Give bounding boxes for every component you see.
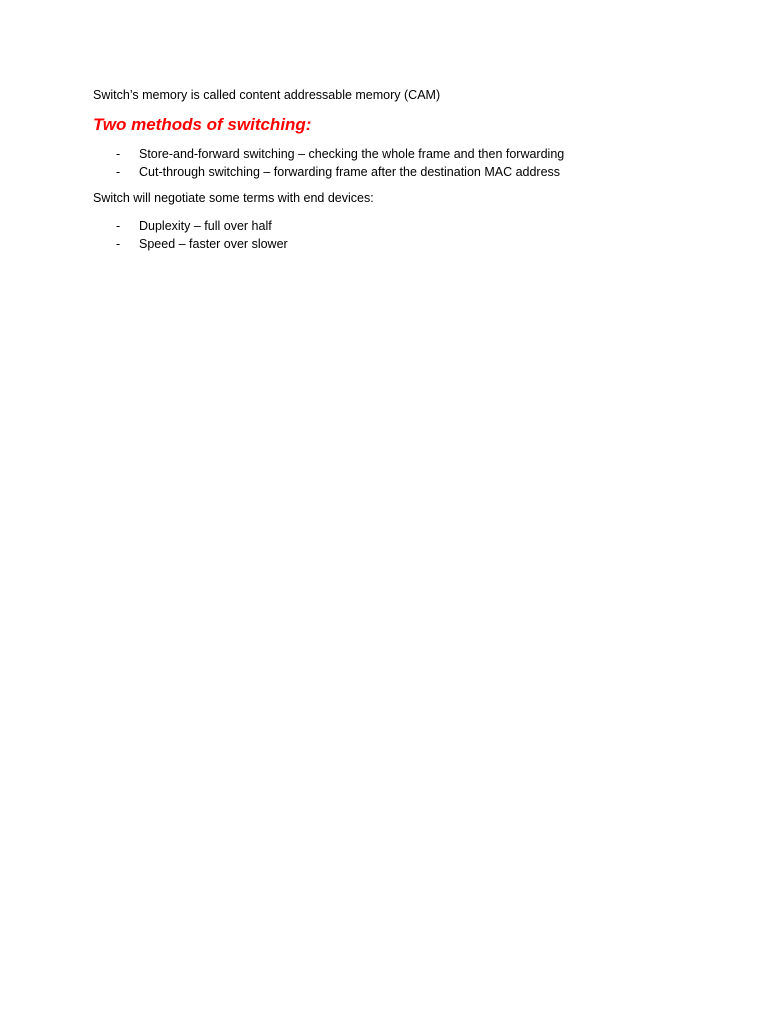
list-item-text: Speed – faster over slower	[139, 237, 288, 251]
dash-bullet-icon: -	[116, 147, 121, 161]
dash-bullet-icon: -	[116, 237, 121, 251]
section-heading: Two methods of switching:	[93, 115, 312, 134]
list-item	[93, 217, 693, 235]
list-item-text: Cut-through switching – forwarding frame after the destination MAC address	[139, 165, 561, 179]
list-item	[93, 163, 693, 181]
intro-paragraph: Switch’s memory is called content addressable memory (CAM)	[93, 88, 441, 102]
negotiate-paragraph: Switch will negotiate some terms with end devices:	[93, 191, 374, 205]
negotiation-terms-list	[93, 217, 693, 253]
list-item-text: Store-and-forward switching – checking the whole frame and then forwarding	[139, 147, 565, 161]
list-item-text: Duplexity – full over half	[139, 219, 272, 233]
dash-bullet-icon: -	[116, 219, 121, 233]
list-item	[93, 145, 693, 163]
list-item	[93, 235, 693, 253]
dash-bullet-icon: -	[116, 165, 121, 179]
switching-methods-list	[93, 145, 693, 181]
document-body	[93, 87, 693, 253]
